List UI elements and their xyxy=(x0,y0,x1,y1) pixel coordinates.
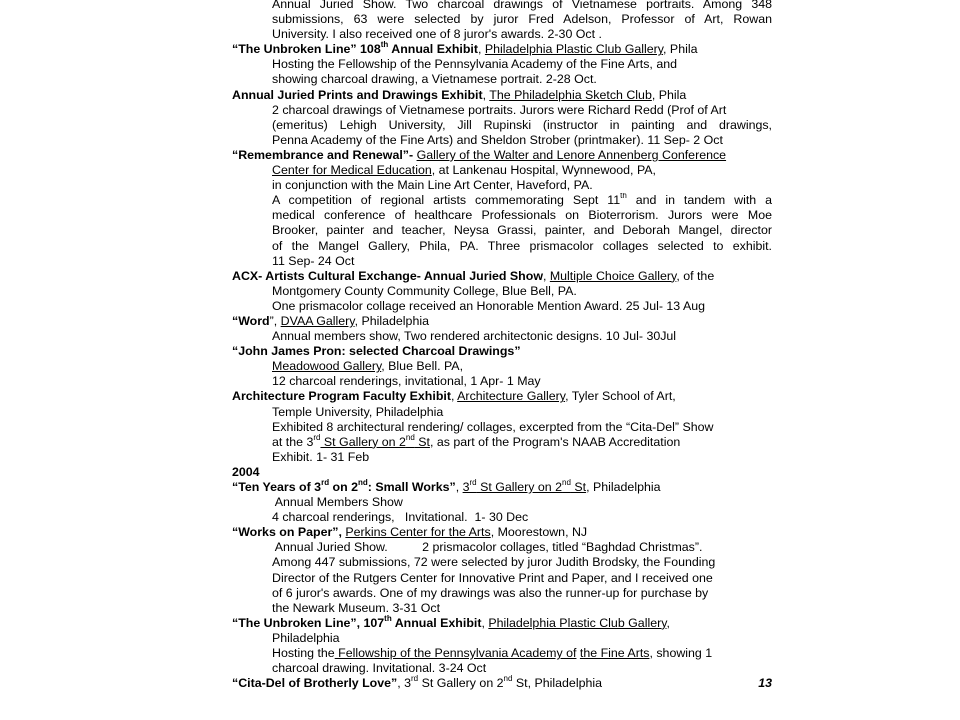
entry-line: One prismacolor collage received an Honorable Mention Award. 25 Jul- 13 Aug xyxy=(272,298,706,313)
exhibit-title: “Works on Paper”, xyxy=(232,525,342,540)
entry-line: Center for Medical Education, at Lankenau Hospital, Wynnewood, PA, xyxy=(272,163,656,178)
gallery-name: Philadelphia Plastic Club Gallery xyxy=(484,42,664,57)
entry-line: 11 Sep- 24 Oct xyxy=(272,253,355,268)
entry-heading: Architecture Program Faculty Exhibit, Architecture Gallery, Tyler School of Art, xyxy=(232,389,676,404)
entry-line: of 6 juror's awards. One of my drawings was also the runner-up for purchase by xyxy=(272,585,709,600)
entry-heading: “The Unbroken Line”, 107th Annual Exhibit, Philadelphia Plastic Club Gallery, xyxy=(232,613,670,630)
entry-heading: “The Unbroken Line” 108th Annual Exhibit, Philadelphia Plastic Club Gallery, Phila xyxy=(232,40,698,57)
entry-line: A competition of regional artists commemorating Sept 11th and in tandem with a xyxy=(272,193,772,208)
year-heading: 2004 xyxy=(232,464,260,479)
gallery-name: Center for Medical Education xyxy=(272,163,432,178)
entry-line: Exhibited 8 architectural rendering/ collages, excerpted from the “Cita-Del” Show xyxy=(272,419,714,434)
entry-line: Hosting the Fellowship of the Pennsylvania Academy of the Fine Arts, and xyxy=(272,57,677,72)
entry-line: Philadelphia xyxy=(272,630,340,645)
entry-line: in conjunction with the Main Line Art Center, Haveford, PA. xyxy=(272,178,593,193)
entry-line: Annual members show, Two rendered architectonic designs. 10 Jul- 30Jul xyxy=(272,329,677,344)
entry-line: Annual Members Show xyxy=(272,495,403,510)
entry-line: of the Mangel Gallery, Phila, PA. Three prismacolor collages selected to exhibit. xyxy=(272,238,772,253)
entry-heading: “Word”, DVAA Gallery, Philadelphia xyxy=(232,313,429,328)
entry-line: Montgomery County Community College, Blue Bell, PA. xyxy=(272,283,577,298)
entry-heading: ACX- Artists Cultural Exchange- Annual Juried Show, Multiple Choice Gallery, of the xyxy=(232,268,715,283)
gallery-name: Meadowood Gallery xyxy=(272,359,382,374)
entry-line: 12 charcoal renderings, invitational, 1 Apr- 1 May xyxy=(272,374,541,389)
exhibit-title: ACX- Artists Cultural Exchange- Annual Juried Show xyxy=(232,268,543,283)
exhibit-title: “Cita-Del of Brotherly Love” xyxy=(232,676,398,691)
gallery-name: Gallery of the Walter and Lenore Annenberg Conference xyxy=(416,147,727,162)
entry-line: Brooker, painter and teacher, Neysa Grassi, painter, and Deborah Mangel, director xyxy=(272,223,772,238)
entry-line: the Newark Museum. 3-31 Oct xyxy=(272,600,441,615)
entry-line: Exhibit. 1- 31 Feb xyxy=(272,449,370,464)
entry-line: Among 447 submissions, 72 were selected by juror Judith Brodsky, the Founding xyxy=(272,555,716,570)
entry-line: 2 charcoal drawings of Vietnamese portraits. Jurors were Richard Redd (Prof of Art xyxy=(272,102,727,117)
gallery-name: DVAA Gallery xyxy=(280,313,355,328)
exhibit-title: “Remembrance and Renewal”- xyxy=(232,147,414,162)
gallery-name: 3rd St Gallery on 2nd St xyxy=(462,477,587,494)
entry-line: showing charcoal drawing, a Vietnamese portrait. 2-28 Oct. xyxy=(272,72,597,87)
resume-page xyxy=(232,0,772,691)
entry-line: 4 charcoal renderings, Invitational. 1- 30 Dec xyxy=(272,510,529,525)
entry-line: Annual Juried Show. 2 prismacolor collages, titled “Baghdad Christmas”. xyxy=(272,540,703,555)
entry-line: Annual Juried Show. Two charcoal drawings of Vietnamese portraits. Among 348 xyxy=(272,0,772,11)
entry-heading: Annual Juried Prints and Drawings Exhibit, The Philadelphia Sketch Club, Phila xyxy=(232,87,687,102)
exhibit-title: “Word xyxy=(232,313,270,328)
entry-heading: “Cita-Del of Brotherly Love”, 3rd St Gallery on 2nd St, Philadelphia 13 xyxy=(232,674,772,691)
gallery-name: Perkins Center for the Arts xyxy=(345,525,491,540)
entry-heading xyxy=(232,148,772,163)
exhibit-title: Architecture Program Faculty Exhibit xyxy=(232,389,451,404)
exhibit-title: “The Unbroken Line”, 107th Annual Exhibit xyxy=(232,613,482,630)
entry-line: Penna Academy of the Fine Arts) and Sheldon Strober (printmaker). 11 Sep- 2 Oct xyxy=(272,132,723,147)
exhibit-title: “John James Pron: selected Charcoal Drawings” xyxy=(232,344,521,359)
entry-line: (emeritus) Lehigh University, Jill Rupinski (instructor in painting and drawings, xyxy=(272,117,772,132)
page-number: 13 xyxy=(758,676,772,691)
entry-line: at the 3rd St Gallery on 2nd St, as part of the Program's NAAB Accreditation xyxy=(272,432,681,449)
entry-line: University. I also received one of 8 juror's awards. 2-30 Oct . xyxy=(272,27,602,42)
entry-line: medical conference of healthcare Professionals on Bioterrorism. Jurors were Moe xyxy=(272,208,772,223)
gallery-name: St Gallery on 2nd St xyxy=(320,432,430,449)
exhibit-title: “Ten Years of 3rd on 2nd: Small Works” xyxy=(232,477,456,494)
entry-heading: “Ten Years of 3rd on 2nd: Small Works”, 3rd St Gallery on 2nd St, Philadelphia xyxy=(232,477,661,494)
gallery-name: Multiple Choice Gallery xyxy=(549,268,677,283)
gallery-name: Philadelphia Plastic Club Gallery xyxy=(488,615,667,630)
entry-line: Hosting the Fellowship of the Pennsylvania Academy of the Fine Arts, showing 1 xyxy=(272,646,713,661)
entry-line: Meadowood Gallery, Blue Bell. PA, xyxy=(272,359,464,374)
entry-line: charcoal drawing. Invitational. 3-24 Oct xyxy=(272,661,487,676)
entry-heading: “Works on Paper”, Perkins Center for the Arts, Moorestown, NJ xyxy=(232,525,588,540)
entry-line: Director of the Rutgers Center for Innovative Print and Paper, and I received one xyxy=(272,570,713,585)
exhibit-title: “The Unbroken Line” 108th Annual Exhibit xyxy=(232,40,478,57)
exhibit-title: Annual Juried Prints and Drawings Exhibit xyxy=(232,87,483,102)
entry-line: Temple University, Philadelphia xyxy=(272,404,444,419)
gallery-name: Architecture Gallery xyxy=(457,389,566,404)
gallery-name: The Philadelphia Sketch Club xyxy=(489,87,652,102)
entry-line: submissions, 63 were selected by juror Fred Adelson, Professor of Art, Rowan xyxy=(272,12,772,27)
